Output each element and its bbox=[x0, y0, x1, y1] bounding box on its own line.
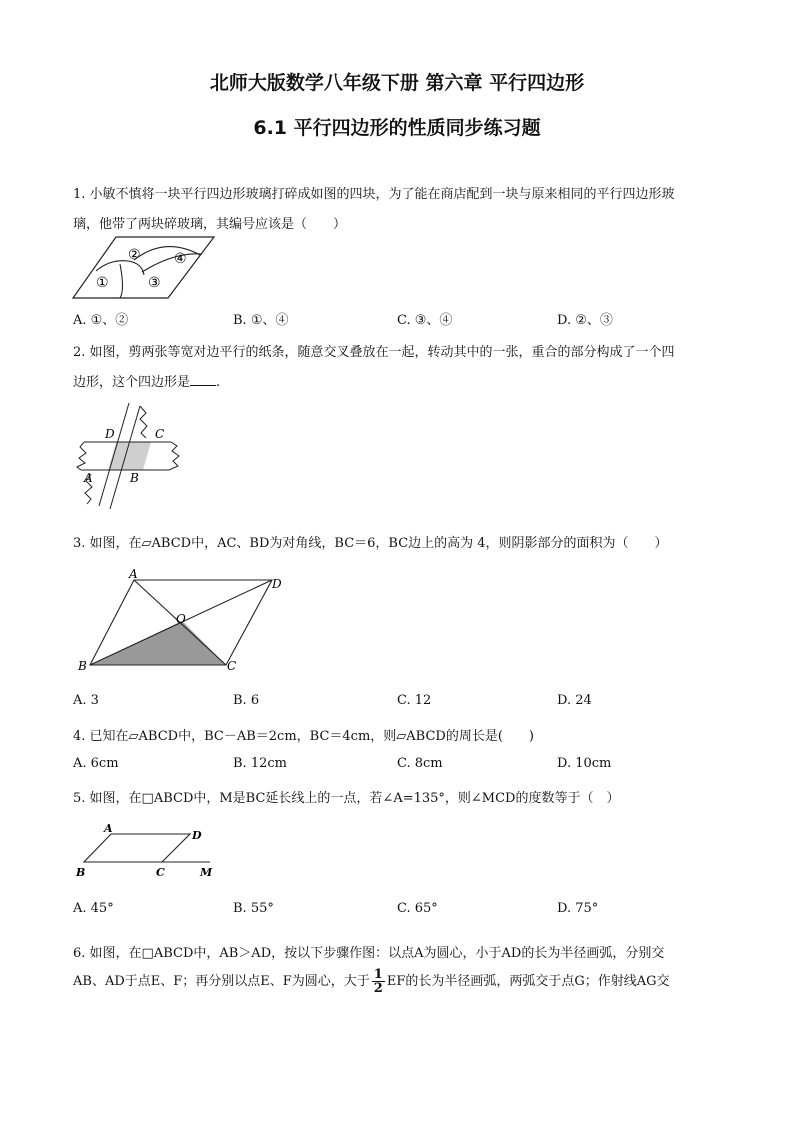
q2-strip-1-torn-left bbox=[77, 442, 86, 470]
q5-label-a: A bbox=[104, 822, 113, 835]
q1-parallelogram bbox=[73, 237, 214, 298]
q2-figure bbox=[72, 400, 184, 510]
q5-option-d[interactable]: D. 75° bbox=[557, 901, 599, 916]
q2-overlap-region bbox=[108, 442, 151, 470]
q1-option-c[interactable]: C. ③、④ bbox=[397, 313, 453, 328]
q4-option-d[interactable]: D. 10cm bbox=[557, 756, 612, 771]
q5-parallelogram bbox=[84, 834, 190, 862]
q4-text-line-1: 4. 已知在▱ABCD中，BC－AB＝2cm，BC＝4cm，则▱ABCD的周长是( ) bbox=[73, 729, 534, 744]
q3-option-c[interactable]: C. 12 bbox=[397, 693, 432, 708]
q3-label-d: D bbox=[272, 577, 282, 591]
q5-option-a[interactable]: A. 45° bbox=[73, 901, 114, 916]
q3-shaded-triangle bbox=[90, 621, 226, 665]
q3-label-o: O bbox=[176, 612, 186, 626]
q3-text-line-1: 3. 如图，在▱ABCD中，AC、BD为对角线，BC＝6，BC边上的高为 4，则阴影部分的面积为（ ） bbox=[73, 536, 668, 551]
q6-fraction-numerator: 1 bbox=[373, 967, 383, 982]
q1-crack-3 bbox=[134, 247, 200, 260]
q5-option-b[interactable]: B. 55° bbox=[233, 901, 274, 916]
q2-text-line-2-post: . bbox=[216, 375, 221, 390]
q3-figure bbox=[70, 566, 292, 676]
q2-text-line-2 bbox=[73, 371, 220, 390]
q2-text-line-1: 2. 如图，剪两张等宽对边平行的纸条，随意交叉叠放在一起，转动其中的一张，重合的部分构成了一个四 bbox=[73, 345, 675, 360]
q5-figure bbox=[72, 820, 220, 882]
q6-fraction-denominator: 2 bbox=[373, 981, 383, 996]
q4-option-b[interactable]: B. 12cm bbox=[233, 756, 287, 771]
q1-figure bbox=[70, 234, 218, 302]
q6-text-line-2-post: EF的长为半径画弧，两弧交于点G；作射线AG交 bbox=[386, 974, 670, 989]
q1-crack-4 bbox=[142, 254, 202, 272]
q5-option-c[interactable]: C. 65° bbox=[397, 901, 438, 916]
q2-strip-2-torn-top bbox=[140, 406, 147, 438]
q5-label-b: B bbox=[76, 866, 86, 879]
q3-label-a: A bbox=[129, 567, 138, 581]
q1-option-d[interactable]: D. ②、③ bbox=[557, 313, 613, 328]
q3-option-b[interactable]: B. 6 bbox=[233, 693, 260, 708]
q2-strip-1-torn-right bbox=[169, 442, 179, 470]
q1-piece-3: ③ bbox=[148, 275, 161, 291]
q2-text-line-2-pre: 边形，这个四边形是 bbox=[73, 375, 191, 390]
q4-option-c[interactable]: C. 8cm bbox=[397, 756, 443, 771]
q1-piece-4: ④ bbox=[174, 251, 187, 267]
title-line-2: 6.1 平行四边形的性质同步练习题 bbox=[253, 117, 541, 139]
q1-crack-2 bbox=[120, 264, 123, 298]
q6-text-line-2 bbox=[73, 968, 670, 995]
q1-text-line-1: 1. 小敏不慎将一块平行四边形玻璃打碎成如图的四块，为了能在商店配到一块与原来相同的平行四边形玻 bbox=[73, 187, 675, 202]
q1-piece-2: ② bbox=[128, 247, 141, 263]
q5-text-line-1: 5. 如图，在□ABCD中，M是BC延长线上的一点，若∠A=135°，则∠MCD的度数等于（ ） bbox=[73, 791, 620, 806]
q2-label-a: A bbox=[84, 471, 93, 485]
q1-option-a[interactable]: A. ①、② bbox=[73, 313, 129, 328]
q2-answer-blank[interactable] bbox=[190, 373, 216, 386]
q6-fraction bbox=[372, 968, 385, 995]
q3-option-d[interactable]: D. 24 bbox=[557, 693, 592, 708]
q6-text-line-2-pre: AB、AD于点E、F；再分别以点E、F为圆心，大于 bbox=[73, 974, 370, 989]
q2-label-c: C bbox=[155, 427, 165, 441]
q4-option-a[interactable]: A. 6cm bbox=[73, 756, 119, 771]
q3-label-b: B bbox=[78, 659, 87, 673]
q5-label-c: C bbox=[156, 866, 165, 879]
q6-text-line-1: 6. 如图，在□ABCD中，AB＞AD，按以下步骤作图：以点A为圆心，小于AD的长为半径画弧，分别交 bbox=[73, 946, 665, 961]
q1-option-b[interactable]: B. ①、④ bbox=[233, 313, 289, 328]
q5-label-m: M bbox=[200, 866, 213, 879]
q2-label-b: B bbox=[130, 471, 139, 485]
q3-option-a[interactable]: A. 3 bbox=[73, 693, 99, 708]
q5-label-d: D bbox=[192, 829, 202, 842]
q1-text-line-2: 璃，他带了两块碎玻璃，其编号应该是（ ） bbox=[73, 217, 347, 232]
q1-piece-1: ① bbox=[96, 275, 109, 291]
q3-label-c: C bbox=[227, 659, 237, 673]
q2-label-d: D bbox=[105, 427, 115, 441]
title-line-1: 北师大版数学八年级下册 第六章 平行四边形 bbox=[209, 72, 585, 94]
